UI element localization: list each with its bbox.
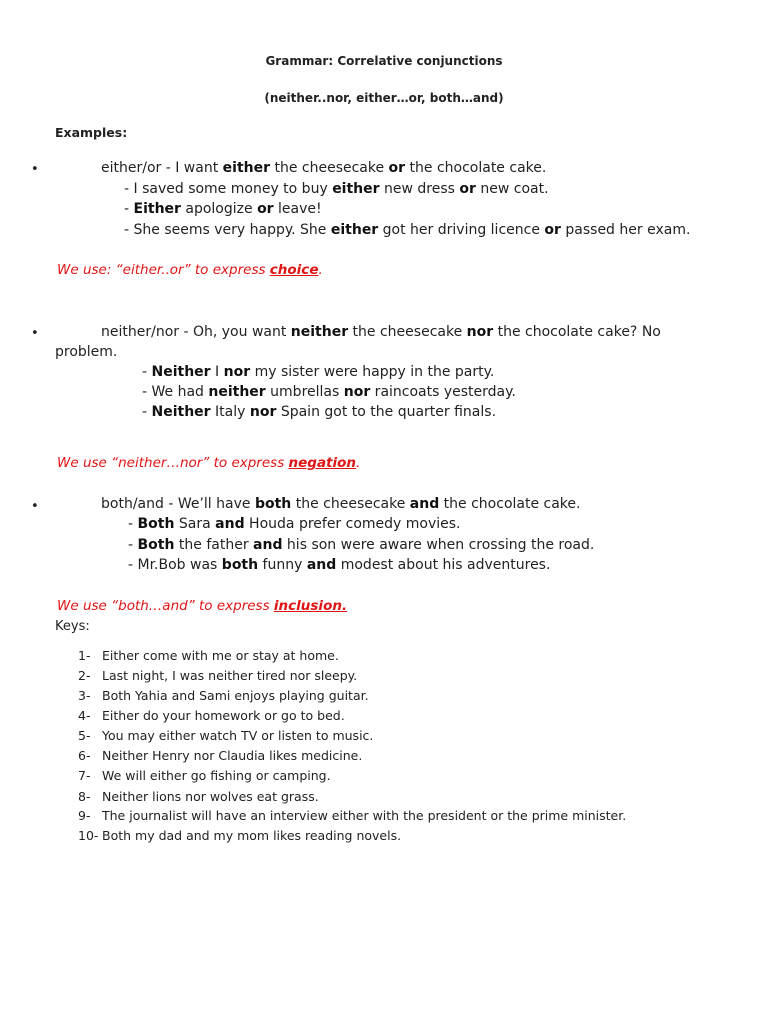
- conjunction-word: Neither: [151, 364, 211, 380]
- sentence-text: the father: [174, 537, 254, 553]
- conjunction-word: nor: [223, 364, 251, 380]
- key-number: 3-: [78, 688, 91, 703]
- sentence-text: Spain got to the quarter finals.: [276, 404, 497, 420]
- key-number: 9-: [78, 808, 91, 823]
- section-head: [101, 160, 546, 176]
- key-number: 7-: [78, 768, 91, 783]
- key-answer: The journalist will have an interview either with the president or the prime minister.: [102, 808, 627, 823]
- key-answer: Either do your homework or go to bed.: [102, 708, 345, 723]
- usage-note-text: We use “neither…nor” to express: [57, 455, 289, 471]
- page-subtitle: (neither..nor, either…or, both…and): [264, 91, 504, 105]
- key-answer: We will either go fishing or camping.: [102, 768, 331, 783]
- section-head-continued: problem.: [55, 344, 118, 360]
- sentence-text: umbrellas: [265, 384, 344, 400]
- sentence-text: -: [142, 404, 152, 420]
- conjunction-word: neither: [208, 384, 266, 400]
- conjunction-word: and: [215, 516, 245, 532]
- conjunction-word: both: [254, 496, 292, 512]
- key-number: 2-: [78, 668, 91, 683]
- example-line: [128, 557, 550, 573]
- bullet-neither-nor: •: [31, 326, 39, 341]
- bullet-both-and: •: [31, 499, 39, 514]
- sentence-text: raincoats yesterday.: [370, 384, 516, 400]
- conjunction-word: Both: [137, 537, 175, 553]
- example-line: [124, 222, 690, 238]
- example-line: [128, 537, 594, 553]
- usage-note: [57, 455, 360, 471]
- sentence-text: - She seems very happy. She: [124, 222, 331, 238]
- conjunction-word: and: [409, 496, 440, 512]
- conjunction-word: both: [221, 557, 259, 573]
- conjunction-word: and: [253, 537, 283, 553]
- usage-note-text: We use: “either..or” to express: [57, 262, 270, 278]
- sentence-text: - I saved some money to buy: [124, 181, 333, 197]
- bullet-either-or: •: [31, 162, 39, 177]
- conjunction-word: or: [388, 160, 406, 176]
- conjunction-word: neither: [290, 324, 349, 340]
- key-number: 1-: [78, 648, 91, 663]
- usage-note-suffix: .: [318, 262, 323, 278]
- example-line: [128, 516, 461, 532]
- sentence-text: got her driving licence: [378, 222, 545, 238]
- sentence-text: apologize: [180, 201, 258, 217]
- conjunction-word: either: [222, 160, 271, 176]
- key-answer: Neither lions nor wolves eat grass.: [102, 789, 319, 804]
- sentence-text: Sara: [174, 516, 216, 532]
- usage-keyword: choice: [269, 262, 319, 278]
- conjunction-word: Either: [133, 201, 181, 217]
- sentence-text: leave!: [273, 201, 322, 217]
- examples-label: Examples:: [55, 125, 128, 140]
- sentence-text: the chocolate cake.: [439, 496, 581, 512]
- sentence-text: passed her exam.: [560, 222, 691, 238]
- key-number: 8-: [78, 789, 91, 804]
- key-answer: Neither Henry nor Claudia likes medicine.: [102, 748, 363, 763]
- key-answer: Both Yahia and Sami enjoys playing guitar.: [102, 688, 369, 703]
- usage-keyword: negation: [288, 455, 357, 471]
- sentence-text: - We had: [142, 384, 209, 400]
- usage-note-text: We use “both…and” to express: [57, 598, 274, 614]
- sentence-text: neither/nor - Oh, you want: [101, 324, 291, 340]
- usage-note: [57, 262, 323, 278]
- sentence-text: either/or - I want: [101, 160, 223, 176]
- sentence-text: the cheesecake: [348, 324, 467, 340]
- conjunction-word: and: [306, 557, 337, 573]
- conjunction-word: or: [544, 222, 561, 238]
- page-title: Grammar: Correlative conjunctions: [265, 54, 503, 68]
- example-line: [142, 364, 494, 380]
- conjunction-word: either: [332, 181, 380, 197]
- conjunction-word: Both: [137, 516, 175, 532]
- conjunction-word: nor: [466, 324, 494, 340]
- conjunction-word: nor: [343, 384, 371, 400]
- key-number: 6-: [78, 748, 91, 763]
- example-line: [142, 404, 496, 420]
- sentence-text: my sister were happy in the party.: [250, 364, 495, 380]
- sentence-text: -: [142, 364, 152, 380]
- sentence-text: new dress: [379, 181, 460, 197]
- conjunction-word: Neither: [151, 404, 211, 420]
- conjunction-word: or: [257, 201, 274, 217]
- sentence-text: the cheesecake: [291, 496, 410, 512]
- usage-note: [57, 598, 347, 614]
- keys-label: Keys:: [55, 619, 90, 634]
- key-number: 4-: [78, 708, 91, 723]
- sentence-text: the chocolate cake.: [405, 160, 547, 176]
- sentence-text: his son were aware when crossing the road.: [282, 537, 595, 553]
- example-line: [142, 384, 516, 400]
- section-head: [101, 324, 661, 340]
- conjunction-word: or: [459, 181, 476, 197]
- conjunction-word: either: [330, 222, 379, 238]
- usage-note-suffix: .: [356, 455, 361, 471]
- sentence-text: -: [124, 201, 134, 217]
- key-number: 10-: [78, 828, 99, 843]
- sentence-text: the cheesecake: [270, 160, 389, 176]
- key-answer: Last night, I was neither tired nor sleepy.: [102, 668, 358, 683]
- key-answer: Either come with me or stay at home.: [102, 648, 339, 663]
- sentence-text: Houda prefer comedy movies.: [244, 516, 461, 532]
- sentence-text: I: [210, 364, 224, 380]
- sentence-text: - Mr.Bob was: [128, 557, 222, 573]
- key-answer: You may either watch TV or listen to music.: [102, 728, 374, 743]
- sentence-text: new coat.: [475, 181, 549, 197]
- usage-keyword: inclusion.: [273, 598, 348, 614]
- sentence-text: both/and - We’ll have: [101, 496, 255, 512]
- sentence-text: the chocolate cake? No: [493, 324, 661, 340]
- example-line: [124, 181, 549, 197]
- section-head: [101, 496, 580, 512]
- example-line: [124, 201, 322, 217]
- sentence-text: Italy: [210, 404, 250, 420]
- sentence-text: -: [128, 516, 138, 532]
- key-number: 5-: [78, 728, 91, 743]
- key-answer: Both my dad and my mom likes reading novels.: [102, 828, 402, 843]
- sentence-text: funny: [258, 557, 307, 573]
- sentence-text: -: [128, 537, 138, 553]
- conjunction-word: nor: [249, 404, 277, 420]
- sentence-text: modest about his adventures.: [336, 557, 551, 573]
